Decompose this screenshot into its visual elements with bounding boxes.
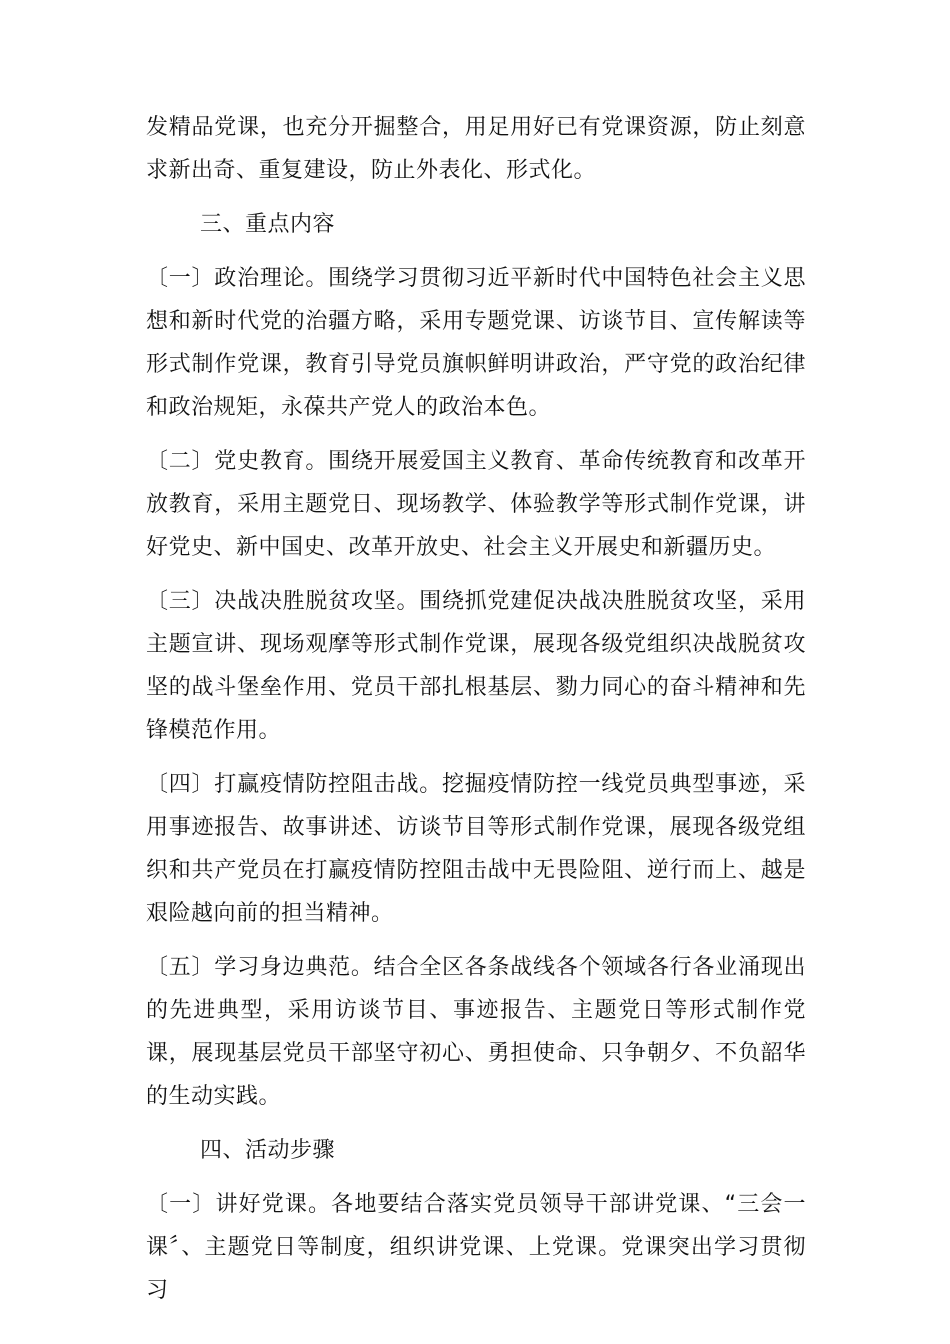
paragraph-poverty-alleviation: 〔三〕决战决胜脱贫攻坚。围绕抓党建促决战决胜脱贫攻坚，采用主题宣讲、现场观摩等形式制作党课，展现各级党组织决战脱贫攻坚的战斗堡垒作用、党员干部扎根基层、勠力同心的奋斗精神和先锋模范作用。 bbox=[146, 589, 806, 743]
paragraph-epidemic-control: 〔四〕打赢疫情防控阻击战。挖掘疫情防控一线党员典型事迹，采用事迹报告、故事讲述、访谈节目等形式制作党课，展现各级党组织和共产党员在打赢疫情防控阻击战中无畏险阻、逆行而上、越是艰险越向前的担当精神。 bbox=[146, 772, 806, 926]
paragraph-party-history: 〔二〕党史教育。围绕开展爱国主义教育、革命传统教育和改革开放教育，采用主题党日、现场教学、体验教学等形式制作党课，讲好党史、新中国史、改革开放史、社会主义开展史和新疆历史。 bbox=[146, 449, 806, 560]
section-heading-activity-steps: 四、活动步骤 bbox=[200, 1138, 336, 1163]
paragraph-role-models: 〔五〕学习身边典范。结合全区各条战线各个领域各行各业涌现出的先进典型，采用访谈节目、事迹报告、主题党日等形式制作党课，展现基层党员干部坚守初心、勇担使命、只争朝夕、不负韶华的生动实践。 bbox=[146, 955, 806, 1109]
paragraph-continuation: 发精品党课，也充分开掘整合，用足用好已有党课资源，防止刻意求新出奇、重复建设，防止外表化、形式化。 bbox=[146, 115, 806, 183]
paragraph-political-theory: 〔一〕政治理论。围绕学习贯彻习近平新时代中国特色社会主义思想和新时代党的治疆方略，采用专题党课、访谈节目、宣传解读等形式制作党课，教育引导党员旗帜鲜明讲政治，严守党的政治纪律和政治规矩，永葆共产党人的政治本色。 bbox=[146, 266, 806, 420]
document-body bbox=[146, 106, 806, 1323]
paragraph-party-lessons: 〔一〕讲好党课。各地要结合落实党员领导干部讲党课、“三会一课〞、主题党日等制度，组织讲党课、上党课。党课突出学习贯彻习 bbox=[146, 1192, 806, 1303]
section-heading-key-content: 三、重点内容 bbox=[200, 212, 336, 237]
